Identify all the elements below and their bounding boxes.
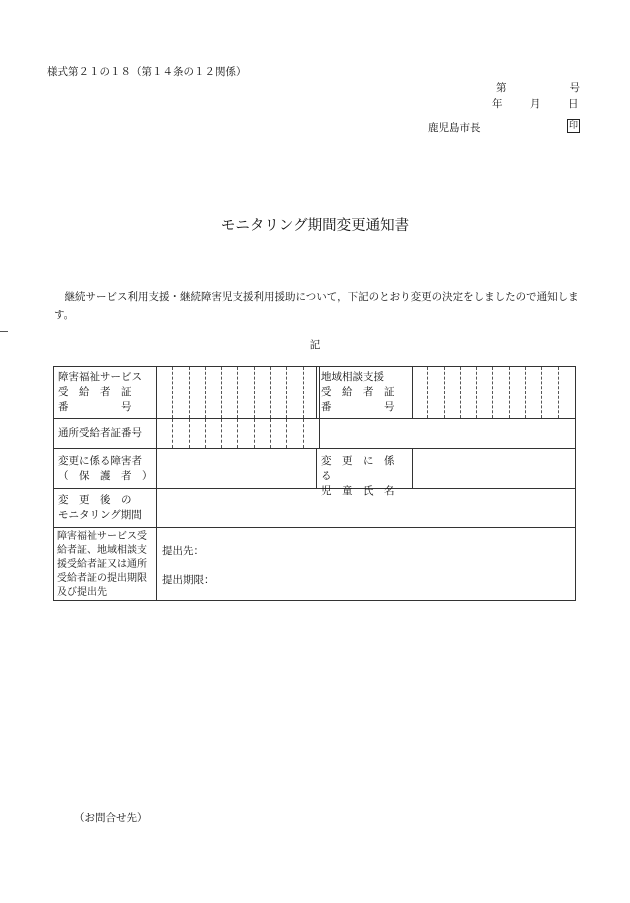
document-title: モニタリング期間変更通知書 <box>220 218 410 234</box>
digit-cell[interactable] <box>287 419 303 448</box>
digit-cell[interactable] <box>493 367 509 418</box>
community-certificate-number-cells[interactable] <box>412 367 575 418</box>
label-line: 児 童 氏 名 <box>321 485 395 497</box>
row-certificate-numbers <box>54 367 575 419</box>
submit-to-label: 提出先： <box>162 545 204 557</box>
label-monitoring-period <box>54 489 157 527</box>
digit-cell[interactable] <box>304 419 320 448</box>
document-number-dai: 第 <box>496 82 507 94</box>
label-welfare-certificate <box>54 367 157 418</box>
label-line: モニタリング期間 <box>58 509 142 521</box>
issuer-name: 鹿児島市長 <box>428 122 481 134</box>
digit-cell[interactable] <box>157 367 173 418</box>
row-changed-persons <box>54 449 575 497</box>
label-line: 地域相談支援 <box>321 371 384 383</box>
outpatient-certificate-number-cells[interactable] <box>157 419 320 448</box>
welfare-certificate-number-cells[interactable] <box>157 367 320 418</box>
digit-cell[interactable] <box>428 367 444 418</box>
label-line: 番 号 <box>321 401 395 413</box>
row-submission <box>54 528 575 600</box>
digit-cell[interactable] <box>510 367 526 418</box>
child-name-field[interactable] <box>413 449 575 488</box>
digit-cell[interactable] <box>238 419 254 448</box>
ki-heading: 記 <box>309 339 321 351</box>
digit-cell[interactable] <box>190 419 206 448</box>
digit-cell[interactable] <box>173 419 189 448</box>
digit-cell[interactable] <box>412 367 428 418</box>
label-line: 障害福祉サービス <box>58 371 142 383</box>
label-line: 変 更 後 の <box>58 494 132 506</box>
date-month: 月 <box>530 98 541 110</box>
digit-cell[interactable] <box>559 367 575 418</box>
digit-cell[interactable] <box>445 367 461 418</box>
row-outpatient-certificate <box>54 419 575 449</box>
label-line: 変 更 に 係 る <box>321 455 405 482</box>
digit-cell[interactable] <box>222 419 238 448</box>
label-disabled-person <box>54 449 157 488</box>
digit-cell[interactable] <box>271 367 287 418</box>
label-community-certificate <box>316 367 413 418</box>
margin-mark <box>0 331 8 332</box>
digit-cell[interactable] <box>477 367 493 418</box>
digit-cell[interactable] <box>542 367 558 418</box>
digit-cell[interactable] <box>255 367 271 418</box>
document-number-go: 号 <box>569 82 580 94</box>
date-year: 年 <box>492 98 503 110</box>
digit-cell[interactable] <box>222 367 238 418</box>
body-text: 継続サービス利用支援・継続障害児支援利用援助について，下記のとおり変更の決定をしましたので通知します。 <box>54 291 579 321</box>
label-line: （ 保 護 者 ） <box>58 470 153 482</box>
digit-cell[interactable] <box>157 419 173 448</box>
label-outpatient-certificate: 通所受給者証番号 <box>54 419 157 448</box>
digit-cell[interactable] <box>255 419 271 448</box>
label-line: 受 給 者 証 <box>321 386 395 398</box>
seal-mark: 印 <box>568 121 578 131</box>
label-submission: 障害福祉サービス受給者証、地域相談支援受給者証又は通所受給者証の提出期限及び提出先 <box>54 528 157 600</box>
date-day: 日 <box>568 98 579 110</box>
submission-field[interactable] <box>158 528 575 600</box>
digit-cell[interactable] <box>190 367 206 418</box>
digit-cell[interactable] <box>271 419 287 448</box>
form-number: 様式第２１の１８（第１４条の１２関係） <box>47 66 247 78</box>
digit-cell[interactable] <box>287 367 303 418</box>
label-line: 変更に係る障害者 <box>58 455 142 467</box>
info-table <box>53 366 576 601</box>
digit-cell[interactable] <box>461 367 477 418</box>
deadline-label: 提出期限： <box>162 574 215 586</box>
label-line: 受 給 者 証 <box>58 386 132 398</box>
digit-cell[interactable] <box>173 367 189 418</box>
row-monitoring-period <box>54 489 575 528</box>
digit-cell[interactable] <box>206 419 222 448</box>
digit-cell[interactable] <box>238 367 254 418</box>
monitoring-period-field[interactable] <box>158 489 575 527</box>
digit-cell[interactable] <box>526 367 542 418</box>
digit-cell[interactable] <box>206 367 222 418</box>
label-line: 番 号 <box>58 401 132 413</box>
contact-heading: （お問合せ先） <box>74 812 148 824</box>
label-child-name <box>316 449 413 497</box>
